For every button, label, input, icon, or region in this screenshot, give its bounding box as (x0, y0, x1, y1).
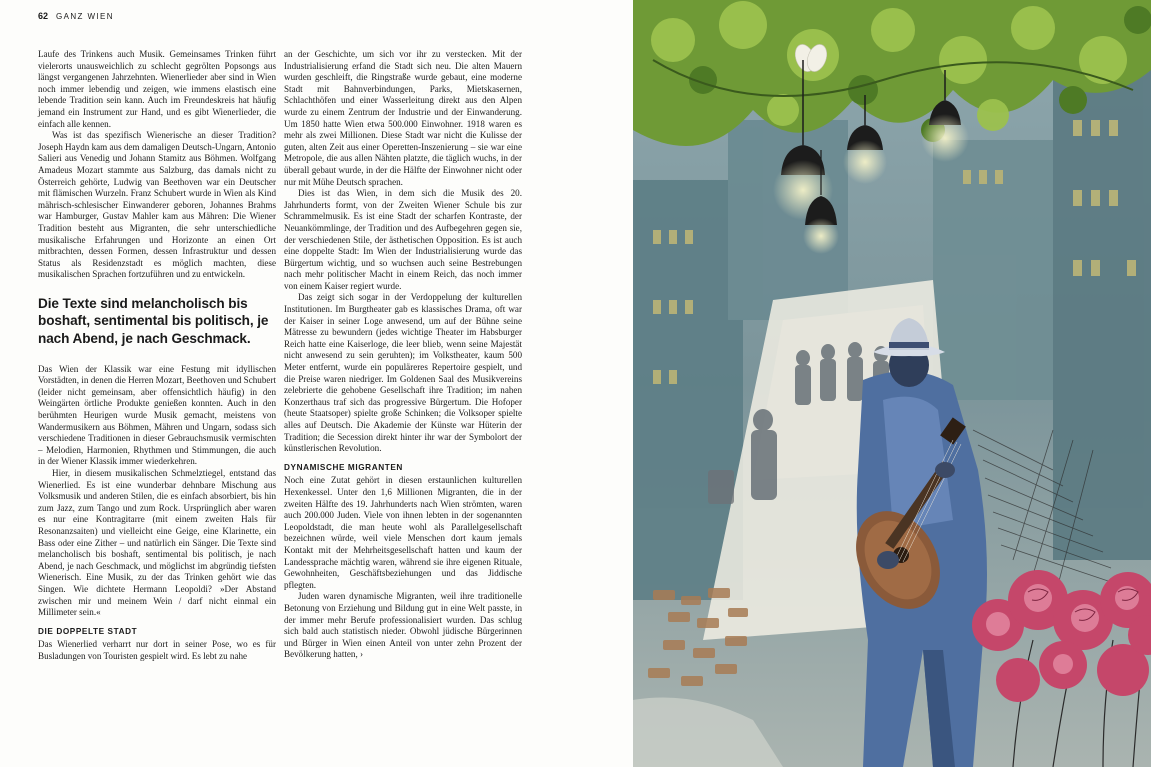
paragraph: Laufe des Trinkens auch Musik. Gemeinsames Trinken führt vielerorts unausweichlich zu schlecht gegrölten Popsongs aus längst vergangenen Jahrzehnten. Wienerlieder aber sind in Wien noch immer lebendig und zeigen, wie immens elastisch eine lebende Tradition sein kann. Auch im Freundeskreis hat häufig jemand ein Instrument zur Hand, und es gibt Wienerlieder, die einfach alle kennen. (38, 49, 276, 129)
paragraph: Dies ist das Wien, in dem sich die Musik des 20. Jahrhunderts formt, von der Zweiten Wiener Schule bis zur Schrammelmusik. Es ist eine Stadt der scharfen Kontraste, der Neuankömmlinge, der Tradition und des Aufbegehren gegen sie, der verschiedenen Stile, der ästhetischen Opposition. Es ist auch eine doppelte Stadt: Im Wien der Industrialisierung wurde das Bürgertum wichtig, und so wuchsen auch seine Bestrebungen nach mehr politischer Macht in einem Reich, das noch immer von einem Kaiser regiert wurde. (284, 188, 522, 291)
subheading: DIE DOPPELTE STADT (38, 626, 138, 636)
running-head (38, 11, 114, 21)
text-column-2 (284, 49, 522, 661)
subheading: DYNAMISCHE MIGRANTEN (284, 462, 403, 472)
paragraph: Das Wien der Klassik war eine Festung mit idyllischen Vorstädten, in denen die Herren Mozart, Beethoven und Schubert (leider nicht gemeinsam, aber offensichtlich häufig) in den Weingärten örtliche Produkte genießen konnten. Auch in den berühmten Heurigen wurde Musik gemacht, meistens von Wandermusikern aus Böhmen, Mähren und Ungarn, sodass sich verschiedene Traditionen in dieser Gebrauchsmusik vermischten – Melodien, Harmonien, Rhythmen und Stimmungen, die auch in der Wiener Klassik immer wiederkehren. (38, 363, 276, 467)
section-title: GANZ WIEN (56, 12, 114, 21)
continue-arrow-icon: › (360, 649, 364, 660)
paragraph: an der Geschichte, um sich vor ihr zu verstecken. Mit der Industrialisierung erfand die Stadt sich neu. Die alten Mauern wurden geschleift, die Ringstraße wurde gebaut, eine moderne Stadt mit Bahnverbindungen, Parks, Mietskasernen, Schlachthöfen und einer Wasserleitung direkt aus den Alpen wurde zu einem Zentrum der Industrie und der Einwanderung. Um 1850 hatte Wien etwa 500.000 Einwohner. 1918 waren es mehr als zwei Millionen. Diese Stadt war nicht die Kulisse der guten, alten Zeit aus einer Operetten-Inszenierung – sie war eine Metropole, die aus allen Nähten platzte, die täglich wuchs, in der überall gebaut wurde, in der die Hälfte der Einwohner nicht oder nur mit Mühe Deutsch sprachen. (284, 49, 522, 187)
paragraph: Was ist das spezifisch Wienerische an dieser Tradition? Joseph Haydn kam aus dem damaligen Deutsch-Ungarn, Antonio Salieri aus Venedig und Johann Stamitz aus Böhmen. Wolfgang Amadeus Mozart stammte aus Salzburg, das damals nicht zu Österreich gehörte, Ludwig van Beethoven war ein Deutscher mit flämischen Wurzeln. Franz Schubert wurde in Wien als Kind mährisch-schlesischer Einwanderer geboren, Johannes Brahms war Hamburger, Gustav Mahler kam aus Mähren: Die Wiener Tradition besteht aus Migranten, die sehr unterschiedliche musikalische Erfahrungen und Horizonte an einen Ort mitbrachten, dessen Formen, dessen Infrastruktur und dessen Status als Residenzstadt es möglich machten, diese musikalischen Sprachen fortzuführen und zu entwickeln. (38, 130, 276, 280)
paragraph: Das zeigt sich sogar in der Verdoppelung der kulturellen Institutionen. Im Burgtheater gab es klassisches Drama, oft war der Kaiser in seiner Loge anwesend, um auf der Bühne seine Mätresse zu bewundern (jedes wichtige Theater im Habsburger Reich hatte eine Kaiserloge, die leer blieb, wenn seine Majestät nicht anwesend zu sein geruhten); im Volkstheater, kaum 500 Meter entfernt, wurde ein populäreres Repertoire gespielt, und die Preise waren niedriger. Im Goldenen Saal des Musikvereins zelebrierte die gehobene Gesellschaft ihre Tradition; im nahen Konzerthaus traf sich das progressive Bürgertum. Die Hofoper (heute Staatsoper) spielte große Schinken; die Volksoper spielte alles auf Deutsch. Die Akademie der Künste war Hüterin der Tradition; die Secession direkt hinter ihr war der Symbolort der künstlerischen Revolution. (284, 292, 522, 454)
guitar-player-illustration (633, 0, 1151, 767)
paragraph: Hier, in diesem musikalischen Schmelztiegel, entstand das Wienerlied. Es ist eine wunderbar dehnbare Mischung aus Volksmusik und anderen Stilen, die es einfach absorbiert, bis hin zum Jazz, zum Tango und zum Rock. Ursprünglich aber waren es nur eine Kontragitarre (mit einem zweiten Hals für Resonanzsaiten) und vielleicht eine Geige, eine Klarinette, ein Bass oder eine Zither – und natürlich ein Sänger. Die Texte sind melancholisch bis boshaft, sentimental bis politisch, je nach Abend, je nach Geschmack, und möglichst im abgründig tiefsten Wienerisch. Eine Musik, zu der das Trinken gehört wie das Singen. Wie dichtete Hermann Leopoldi? »Der Abstand zwischen mir und meinem Wein / darf nicht einmal ein Millimeter sein.« (38, 468, 276, 618)
text-column-1 (38, 49, 276, 663)
paragraph: Noch eine Zutat gehört in diesen erstaunlichen kulturellen Hexenkessel. Unter den 1,6 Millionen Migranten, die in der zweiten Hälfte des 19. Jahrhunderts nach Wien strömten, waren auch 200.000 Juden. Viele von ihnen lebten in der sogenannten Leopoldstadt, die man heute wohl als Parallelgesellschaft bezeichnen würde, weil viele Menschen dort kaum jemals Kontakt mit der Mehrheitsgesellschaft hatten und kaum der Landessprache mächtig waren, während sie ihre eigenen Rituale, Gewohnheiten, Geschäftsbeziehungen und das Jiddische pflegten. (284, 475, 522, 590)
paragraph-text: Juden waren dynamische Migranten, weil ihre traditionelle Betonung von Erziehung und Bildung gut in eine Welt passte, in der immer mehr Berufe professionalisiert wurden. Das schlug sich bald auch statistisch nieder. Obwohl jüdische Bürgerinnen und Bürger in Wien einen Anteil von unter zehn Prozent der Bevölkerung hatten, (284, 591, 522, 660)
pull-quote: Die Texte sind melancholisch bis boshaft, sentimental bis politisch, je nach Abend, je nach Geschmack. (38, 295, 269, 347)
paragraph (284, 591, 522, 661)
paragraph: Das Wienerlied verharrt nur dort in seiner Pose, wo es für Busladungen von Touristen gespielt wird. Es lebt zu nahe (38, 639, 276, 661)
page-number: 62 (38, 11, 49, 21)
